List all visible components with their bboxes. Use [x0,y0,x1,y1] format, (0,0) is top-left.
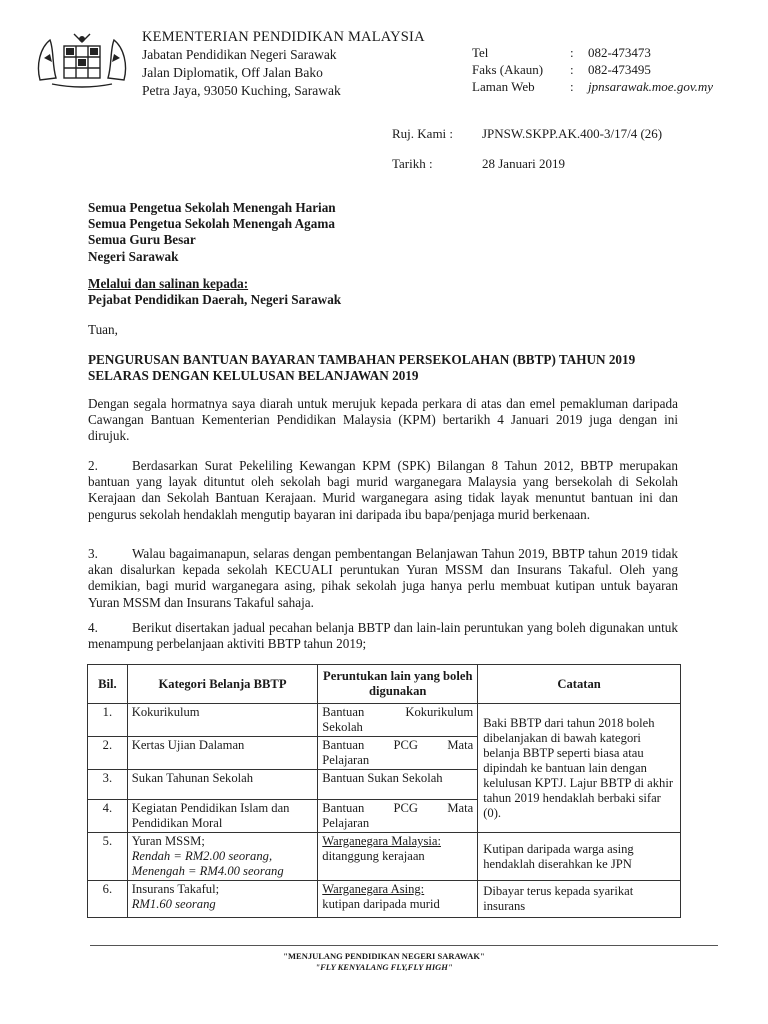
cell-peruntukan [318,704,478,737]
fax-value: 082-473495 [588,62,651,77]
bbtp-table [87,664,681,918]
cell-kategori [127,833,318,881]
cell-text: Warganegara Malaysia: [322,834,441,848]
paragraph-text: Berikut disertakan jadual pecahan belanja BBTP dan lain-lain peruntukan yang boleh digunakan untuk menampung perbelanjaan aktiviti BBTP tahun 2019; [88,620,678,652]
cell-peruntukan [318,833,478,881]
header-bil: Bil. [88,665,128,704]
address-line-1: Jalan Diplomatik, Off Jalan Bako [142,65,323,80]
web-value: jpnsarawak.moe.gov.my [588,79,714,94]
cc-label: Melalui dan salinan kepada: [88,276,249,291]
cell-bil: 6. [88,881,128,918]
subject-line-1: PENGURUSAN BANTUAN BAYARAN TAMBAHAN PERSEKOLAHAN (BBTP) TAHUN 2019 [88,352,636,367]
recipient-line: Semua Guru Besar [88,232,196,248]
cell-kategori: Sukan Tahunan Sekolah [127,770,318,800]
colon: : [570,62,574,77]
web-row [472,78,713,95]
paragraph-text: Berdasarkan Surat Pekeliling Kewangan KPM (SPK) Bilangan 8 Tahun 2012, BBTP merupakan bantuan yang layak dituntut oleh sekolah bagi murid warganegara Malaysia yang bersekolah di Sekolah Kerajaan dan Sekolah Bantuan Kerajaan. Murid warganegara asing tidak layak menuntut bantuan ini dan pengurus sekolah hendaklah mengutip bayaran ini daripada ibu bapa/penjaga murid berkenaan. [88,458,678,522]
salutation: Tuan, [88,322,118,337]
paragraph-text: Walau bagaimanapun, selaras dengan pembentangan Belanjawan Tahun 2019, BBTP tahun 2019 tidak akan disalurkan kepada sekolah KECUALI peruntukan Yuran MSSM dan Insurans Takaful. Oleh yang demikian, bagi murid warganegara asing, pihak sekolah juga hanya perlu membuat kutipan untuk bayaran Yuran MSSM dan Insurans Takaful sahaja. [88,546,678,610]
recipient-line: Negeri Sarawak [88,248,179,264]
cell-bil: 2. [88,737,128,770]
footer-motto-1: "MENJULANG PENDIDIKAN NEGERI SARAWAK" [283,951,485,961]
recipient-line: Semua Pengetua Sekolah Menengah Agama [88,216,335,232]
cell-text: Bantuan [322,801,365,815]
letterhead-organization [142,28,425,100]
cell-text: Warganegara Asing: [322,882,425,896]
cell-bil: 3. [88,770,128,800]
cell-text: Insurans Takaful; [131,882,220,896]
cell-text: PCG [393,738,419,752]
cell-text: Yuran MSSM; [131,834,205,848]
cell-catatan: Dibayar terus kepada syarikat insurans [478,881,681,918]
header-peruntukan: Peruntukan lain yang boleh digunakan [318,665,478,704]
reference-block [392,126,662,186]
cell-text: Pelajaran [322,816,370,830]
cell-catatan: Baki BBTP dari tahun 2018 boleh dibelanjakan di bawah kategori belanja BBTP seperti biasa atau dipindah ke bantuan lain dengan kelulusan KPTJ. Lajur BBTP di akhir tahun 2019 hendaklah berbaki sifar (0). [478,704,681,833]
cell-text: Rendah = RM2.00 seorang, [131,849,273,863]
cell-kategori: Kertas Ujian Dalaman [127,737,318,770]
paragraph-number: 4. [88,620,98,635]
paragraph-2 [88,458,678,523]
department-name: Jabatan Pendidikan Negeri Sarawak [142,47,337,62]
cell-text: ditanggung kerajaan [322,849,425,863]
cell-text: Pelajaran [322,753,370,767]
table-row [88,881,681,918]
footer-divider [90,945,718,946]
cell-text: Sekolah [322,720,363,734]
tel-row [472,44,713,61]
subject-line-2: SELARAS DENGAN KELULUSAN BELANJAWAN 2019 [88,368,419,384]
cell-peruntukan [318,737,478,770]
subject [88,352,678,384]
cell-peruntukan [318,881,478,918]
paragraph-number: 3. [88,546,98,561]
date-row [392,156,662,186]
table-row [88,833,681,881]
cell-peruntukan [318,800,478,833]
paragraph-4 [88,620,678,652]
cc-block [88,276,678,308]
paragraph-number: 2. [88,458,98,473]
cell-bil: 5. [88,833,128,881]
cell-kategori [127,881,318,918]
cc-recipient: Pejabat Pendidikan Daerah, Negeri Sarawak [88,292,342,308]
colon: : [570,79,574,94]
cell-text: Bantuan [322,738,365,752]
cell-text: PCG [393,801,419,815]
address-line-2: Petra Jaya, 93050 Kuching, Sarawak [142,83,341,98]
fax-row [472,61,713,78]
cell-text: Bantuan [322,705,365,719]
cell-catatan: Kutipan daripada warga asing hendaklah diserahkan ke JPN [478,833,681,881]
cell-bil: 1. [88,704,128,737]
footer-motto-2: "FLY KENYALANG FLY,FLY HIGH" [315,962,453,972]
cell-text: Mata [447,738,474,752]
tel-value: 082-473473 [588,45,651,60]
table-header-row [88,665,681,704]
cell-kategori: Kegiatan Pendidikan Islam dan Pendidikan Moral [127,800,318,833]
fax-label: Faks (Akaun) [472,62,544,77]
tel-label: Tel [472,45,489,60]
paragraph-1: Dengan segala hormatnya saya diarah untuk merujuk kepada perkara di atas dan emel pemakluman daripada Cawangan Bantuan Kementerian Pendidikan Malaysia (KPM) bertarikh 4 Januari 2019 juga dengan ini dirujuk. [88,396,678,444]
cell-kategori: Kokurikulum [127,704,318,737]
header-kategori: Kategori Belanja BBTP [127,665,318,704]
date-value: 28 Januari 2019 [482,156,566,171]
cell-text: Kokurikulum [405,705,474,719]
reference-row [392,126,662,156]
cell-text: Mata [447,801,474,815]
cell-text: Menengah = RM4.00 seorang [131,864,284,878]
reference-number: JPNSW.SKPP.AK.400-3/17/4 (26) [482,126,663,141]
header-catatan: Catatan [478,665,681,704]
web-label: Laman Web [472,79,535,94]
cell-text: RM1.60 seorang [131,897,216,911]
table-row [88,704,681,737]
cell-bil: 4. [88,800,128,833]
cell-peruntukan: Bantuan Sukan Sekolah [318,770,478,800]
cell-text: kutipan daripada murid [322,897,440,911]
colon: : [570,45,574,60]
recipients [88,200,678,265]
paragraph-3 [88,546,678,611]
coat-of-arms-icon [32,30,132,90]
date-label: Tarikh : [392,156,433,171]
reference-label: Ruj. Kami : [392,126,454,141]
letterhead-contact [472,44,713,95]
ministry-name: KEMENTERIAN PENDIDIKAN MALAYSIA [142,29,425,45]
recipient-line: Semua Pengetua Sekolah Menengah Harian [88,200,336,215]
